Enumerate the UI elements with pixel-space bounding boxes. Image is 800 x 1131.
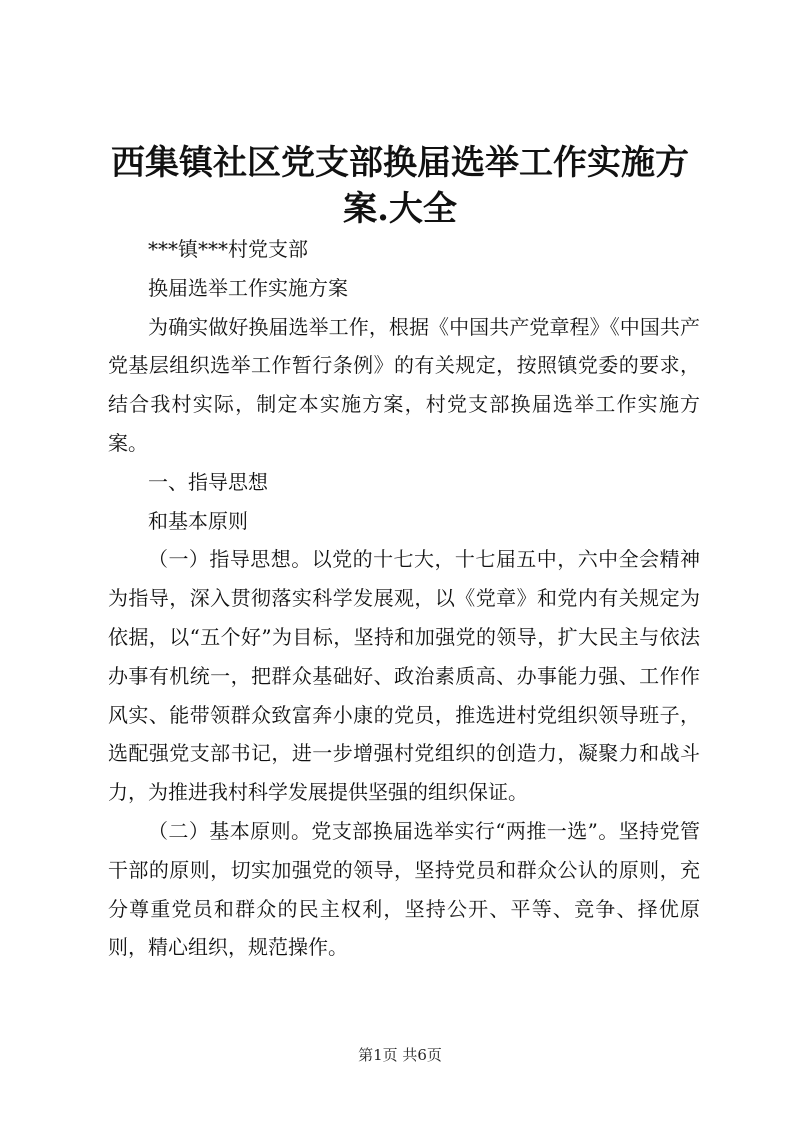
section-heading-basic-principles: 和基本原则 bbox=[148, 508, 248, 533]
page-footer: 第1页 共6页 bbox=[358, 1046, 442, 1064]
document-title: 西集镇社区党支部换届选举工作实施方案.大全 bbox=[111, 143, 689, 229]
paragraph-basic-principles: （二）基本原则。党支部换届选举实行“两推一选”。坚持党管干部的原则，切实加强党的领导，坚持党员和群众公认的原则，充分尊重党员和群众的民主权利，坚持公开、平等、竞争、择优原则，精心组织，规范操作。 bbox=[108, 818, 700, 960]
paragraph-plan-name: 换届选举工作实施方案 bbox=[148, 275, 348, 300]
paragraph-organization: ***镇***村党支部 bbox=[148, 237, 308, 261]
paragraph-introduction: 为确实做好换届选举工作，根据《中国共产党章程》《中国共产党基层组织选举工作暂行条例》的有关规定，按照镇党委的要求，结合我村实际，制定本实施方案，村党支部换届选举工作实施方案。 bbox=[108, 314, 700, 455]
paragraph-guiding-thought: （一）指导思想。以党的十七大，十七届五中，六中全会精神为指导，深入贯彻落实科学发展观，以《党章》和党内有关规定为依据，以“五个好”为目标，坚持和加强党的领导，扩大民主与依法办事有机统一，把群众基础好、政治素质高、办事能力强、工作作风实、能带领群众致富奔小康的党员，推选进村党组织领导班子，选配强党支部书记，进一步增强村党组织的创造力，凝聚力和战斗力，为推进我村科学发展提供坚强的组织保证。 bbox=[108, 547, 700, 805]
section-heading-guiding-thought: 一、指导思想 bbox=[148, 469, 268, 494]
document-body bbox=[108, 230, 700, 967]
